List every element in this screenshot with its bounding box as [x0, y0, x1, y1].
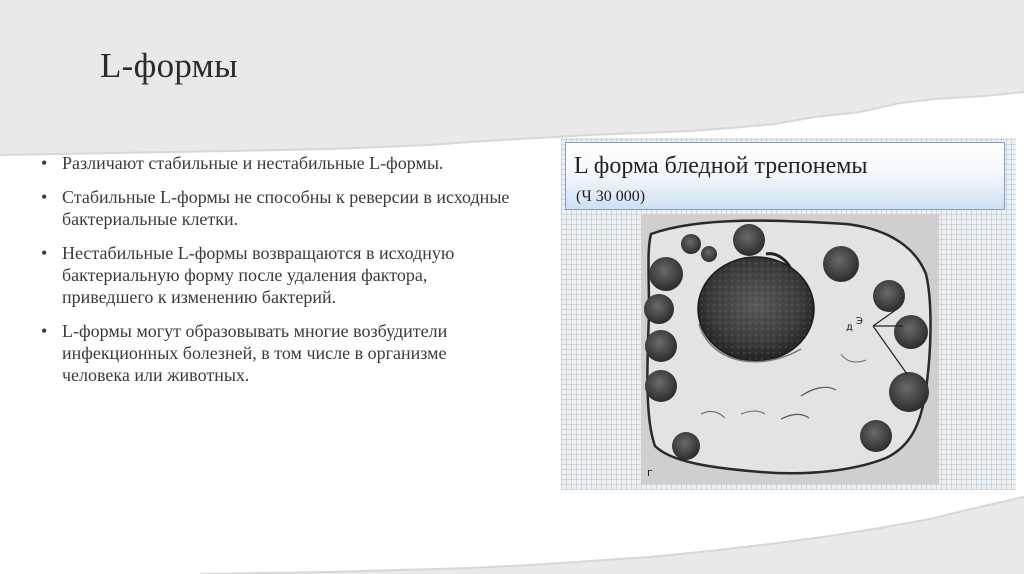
cell-body: [701, 246, 717, 262]
slide-title: L-формы: [100, 46, 238, 85]
cell-body: [672, 432, 700, 460]
cell-body: [645, 330, 677, 362]
bullet-item: [38, 320, 518, 386]
cell-body: [860, 420, 892, 452]
bottom-torn-band: [200, 497, 1024, 574]
micrograph-image: [641, 214, 939, 484]
cell-body: [894, 315, 928, 349]
cell-body: [644, 294, 674, 324]
figure-caption-title: L форма бледной трепонемы: [574, 153, 868, 179]
bullet-text: Стабильные L-формы не способны к реверсии в исходные бактериальные клетки.: [62, 187, 510, 229]
bullet-text: L-формы могут образовывать многие возбудители инфекционных болезней, в том числе в организме человека или животных.: [62, 321, 448, 385]
cell-body: [649, 257, 683, 291]
bullet-dot-icon: •: [41, 187, 48, 207]
bullet-list: [38, 152, 518, 398]
cell-body: [681, 234, 701, 254]
micrograph-label-e: Э: [856, 316, 863, 327]
bullet-text: Различают стабильные и нестабильные L-формы.: [62, 153, 444, 173]
bullet-item: [38, 152, 518, 174]
cell-body: [889, 372, 929, 412]
figure-caption-subtitle: (Ч 30 000): [576, 188, 646, 205]
cell-body: [873, 280, 905, 312]
micrograph-label-g: г: [647, 466, 653, 479]
electron-micrograph: [641, 214, 939, 484]
cell-body: [733, 224, 765, 256]
bullet-dot-icon: •: [41, 243, 48, 263]
figure-panel: [561, 138, 1016, 490]
bullet-dot-icon: •: [41, 153, 48, 173]
cell-body: [645, 370, 677, 402]
bullet-item: [38, 186, 518, 230]
micrograph-label-d: д: [846, 322, 853, 333]
bullet-dot-icon: •: [41, 321, 48, 341]
figure-caption-box: [565, 142, 1005, 210]
cell-body: [823, 246, 859, 282]
bullet-text: Нестабильные L-формы возвращаются в исходную бактериальную форму после удаления фактора, приведшего к изменению бактерий.: [62, 243, 455, 307]
bullet-item: [38, 242, 518, 308]
